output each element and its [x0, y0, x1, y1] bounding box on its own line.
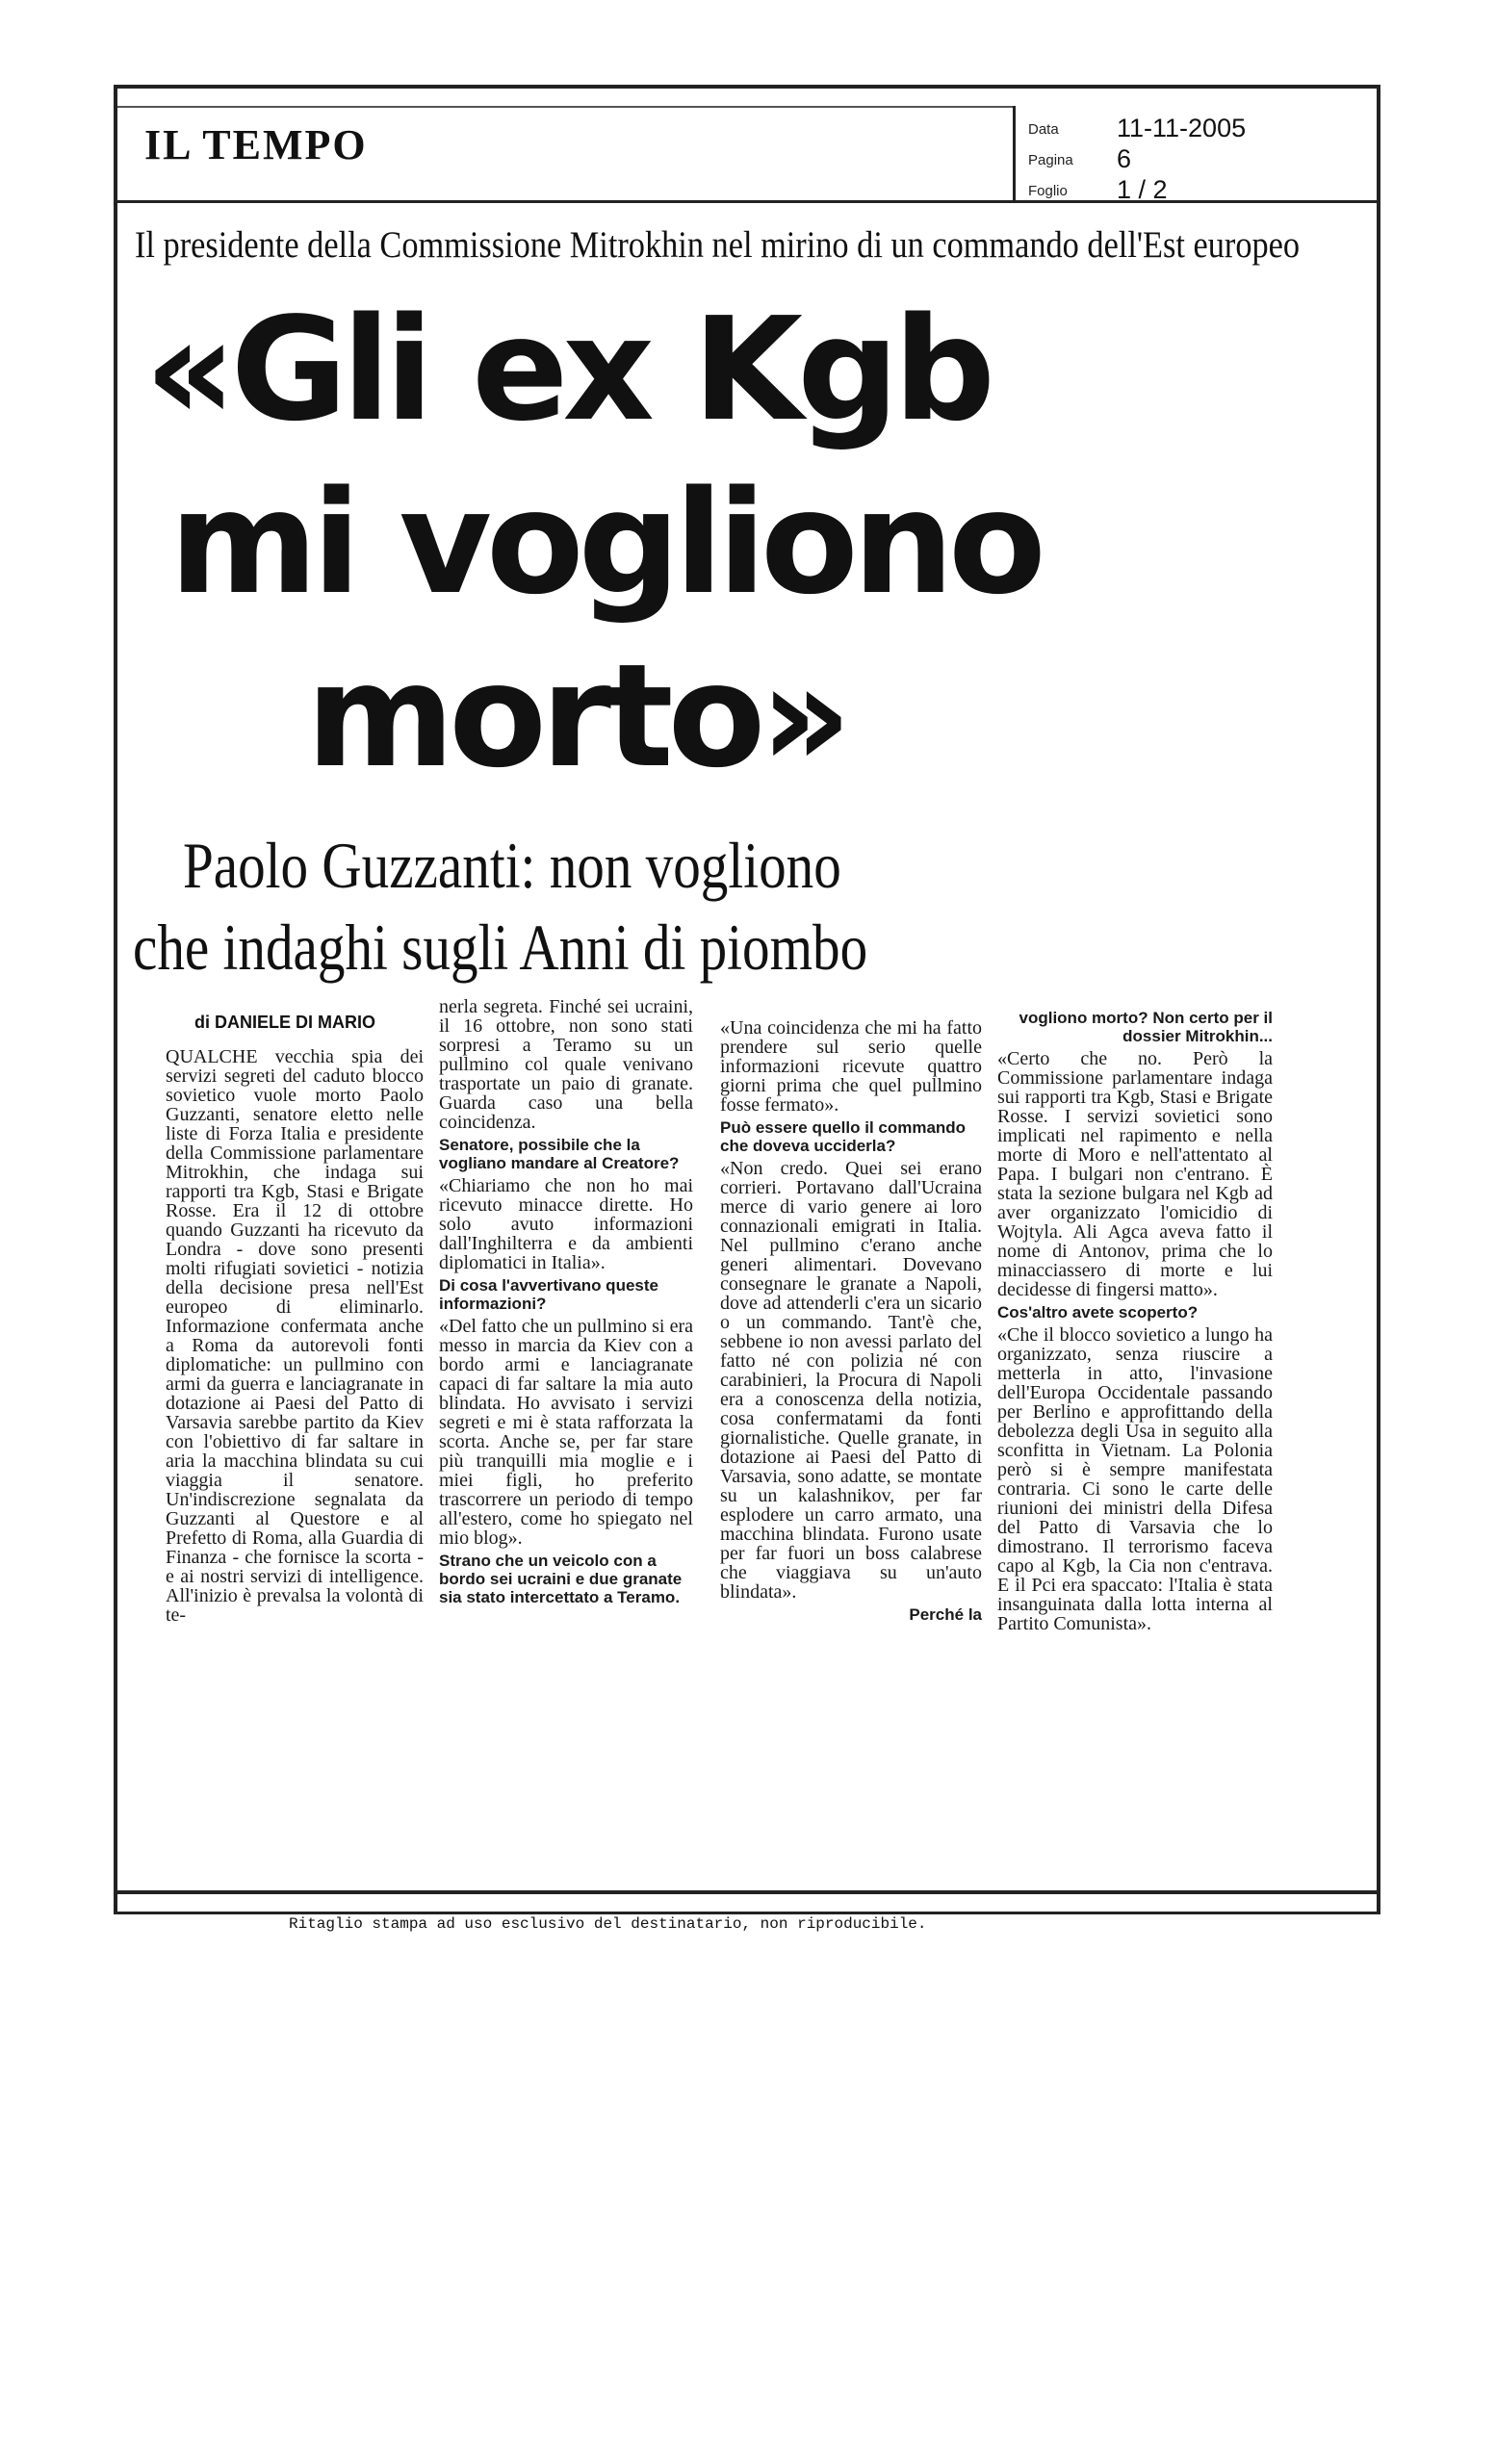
headline-line-2: mi vogliono: [169, 460, 1041, 626]
sheet-value: 1 / 2: [1117, 175, 1168, 204]
date-value: 11-11-2005: [1117, 114, 1247, 142]
page-label: Pagina: [1028, 152, 1073, 168]
column-3-question-2: Perché la: [909, 1605, 982, 1624]
column-4-question-2: Cos'altro avete scoperto?: [997, 1303, 1199, 1322]
article-column-3: [720, 1018, 982, 1628]
column-1-paragraph: QUALCHE vecchia spia dei servizi segreti del caduto blocco sovietico vuole morto Paolo Guzzanti, senatore eletto nelle liste di Forza Italia e presidente della Commissione parlamentare Mitrokhin, che indaga sui rapporti tra Kgb, Stasi e Brigate Rosse. Era il 12 di ottobre quando Guzzanti ha ricevuto da Londra - dove sono presenti molti rifugiati sovietici - notizia della decisione presa nell'Est europeo di eliminarlo. Informazione confermata anche a Roma da autorevoli fonti diplomatiche: un pullmino con armi da guerra e lanciagranate in dotazione ai Paesi del Patto di Varsavia sarebbe partito da Kiev con l'obiettivo di far saltare in aria la macchina blindata su cui viaggia il senatore. Un'indiscrezione segnalata da Guzzanti al Questore e al Prefetto di Roma, alla Guardia di Finanza - che fornisce la scorta - e ai nostri servizi di intelligence. All'inizio è prevalsa la volontà di te-: [166, 1046, 424, 1626]
page-value: 6: [1117, 144, 1132, 173]
frame-right-border: [1377, 85, 1380, 1913]
byline: di DANIELE DI MARIO: [194, 1013, 375, 1032]
header-divider: [1013, 106, 1016, 202]
newspaper-logo: IL TEMPO: [144, 121, 368, 168]
column-3-paragraph-2: «Non credo. Quei sei erano corrieri. Portavano dall'Ucraina merce di vario genere ai loro connazionali emigrati in Italia. Nel pullmino c'erano anche generi alimentari. Dovevano consegnare le granate a Napoli, dove ad attenderli c'era un sicario o un commando. Tant'è che, sebbene io non avessi parlato del fatto né con polizia né con carabinieri, la Procura di Napoli era a conoscenza della notizia, cosa confermatami da fonti giornalistiche. Quelle granate, in dotazione ai Paesi del Patto di Varsavia, sono adatte, se montate su un kalashnikov, per far esplodere un carro armato, una macchina blindata. Furono usate per far fuori un boss calabrese che viaggiava su un'auto blindata».: [720, 1158, 982, 1603]
frame-left-border: [114, 85, 117, 1913]
clipping-notice: Ritaglio stampa ad uso esclusivo del destinatario, non riproducibile.: [289, 1915, 927, 1933]
header-rule: [114, 200, 1380, 203]
subhead-line-1: Paolo Guzzanti: non vogliono: [183, 829, 841, 902]
frame-bottom-border: [114, 1890, 1380, 1894]
frame-top-border: [114, 85, 1380, 89]
article-kicker: Il presidente della Commissione Mitrokhin nel mirino di un commando dell'Est europeo: [135, 224, 1301, 266]
subhead-line-2: che indaghi sugli Anni di piombo: [133, 911, 868, 984]
header-inner-rule: [117, 106, 1013, 108]
article-column-2: [439, 997, 693, 1610]
column-2-question-1: Senatore, possibile che la vogliano mandare al Creatore?: [439, 1136, 680, 1172]
headline-line-1: «Gli ex Kgb: [144, 287, 991, 452]
column-4-paragraph-2: «Che il blocco sovietico a lungo ha organizzato, senza riuscire a metterla in atto, l'invasione dell'Europa Occidentale passando per Berlino e approfittando della debolezza degli Usa in seguito alla sconfitta in Vietnam. La Polonia però si è sempre manifestata contraria. Ci sono le carte delle riunioni dei ministri della Difesa del Patto di Varsavia che lo dimostrano. Il terrorismo faceva capo al Kgb, la Cia non c'entrava. E il Pci era spaccato: l'Italia è stata insanguinata dalla lotta interna al Partito Comunista».: [997, 1324, 1273, 1634]
article-column-4: [997, 1009, 1273, 1637]
column-2-question-3: Strano che un veicolo con a bordo sei ucraini e due granate sia stato intercettato a Teramo.: [439, 1552, 683, 1606]
headline-line-3: morto»: [306, 633, 846, 799]
column-2-question-2: Di cosa l'avvertivano queste informazioni?: [439, 1276, 658, 1313]
sheet-label: Foglio: [1028, 183, 1068, 199]
column-2-paragraph-2: «Chiariamo che non ho mai ricevuto minacce dirette. Ho solo avuto informazioni dall'Inghilterra e da ambienti diplomatici in Italia».: [439, 1175, 693, 1273]
frame-bottom-border-outer: [114, 1912, 1380, 1914]
column-3-question-1: Può essere quello il commando che doveva ucciderla?: [720, 1118, 967, 1155]
column-4-question-1: vogliono morto? Non certo per il dossier Mitrokhin...: [1019, 1009, 1273, 1045]
column-4-paragraph-1: «Certo che no. Però la Commissione parlamentare indaga sui rapporti tra Kgb, Stasi e Brigate Rosse. I servizi sovietici sono implicati nel rapimento e nella morte di Moro e nell'attentato al Papa. I bulgari non c'entrano. È stata la sezione bulgara nel Kgb ad aver organizzato l'omicidio di Wojtyla. Ali Agca aveva fatto il nome di Antonov, prima che lo minacciassero di morte e lui decidesse di fingersi matto».: [997, 1048, 1273, 1300]
column-2-paragraph-3: «Del fatto che un pullmino si era messo in marcia da Kiev con a bordo armi e lanciagranate capaci di far saltare la mia auto blindata. Ho avvisato i servizi segreti e mi è stata rafforzata la scorta. Anche se, per far stare più tranquilli mia moglie e i miei figli, ho preferito trascorrere un periodo di tempo all'estero, come ho spiegato nel mio blog».: [439, 1316, 693, 1549]
date-label: Data: [1028, 121, 1059, 138]
column-3-paragraph-1: «Una coincidenza che mi ha fatto prendere sul serio quelle informazioni ricevute quattro giorni prima che quel pullmino fosse fermato».: [720, 1017, 982, 1116]
article-column-1: [166, 1047, 424, 1629]
column-2-paragraph-1: nerla segreta. Finché sei ucraini, il 16 ottobre, non sono stati sorpresi a Teramo su un pullmino col quale venivano trasportate un paio di granate. Guarda caso una bella coincidenza.: [439, 996, 693, 1133]
